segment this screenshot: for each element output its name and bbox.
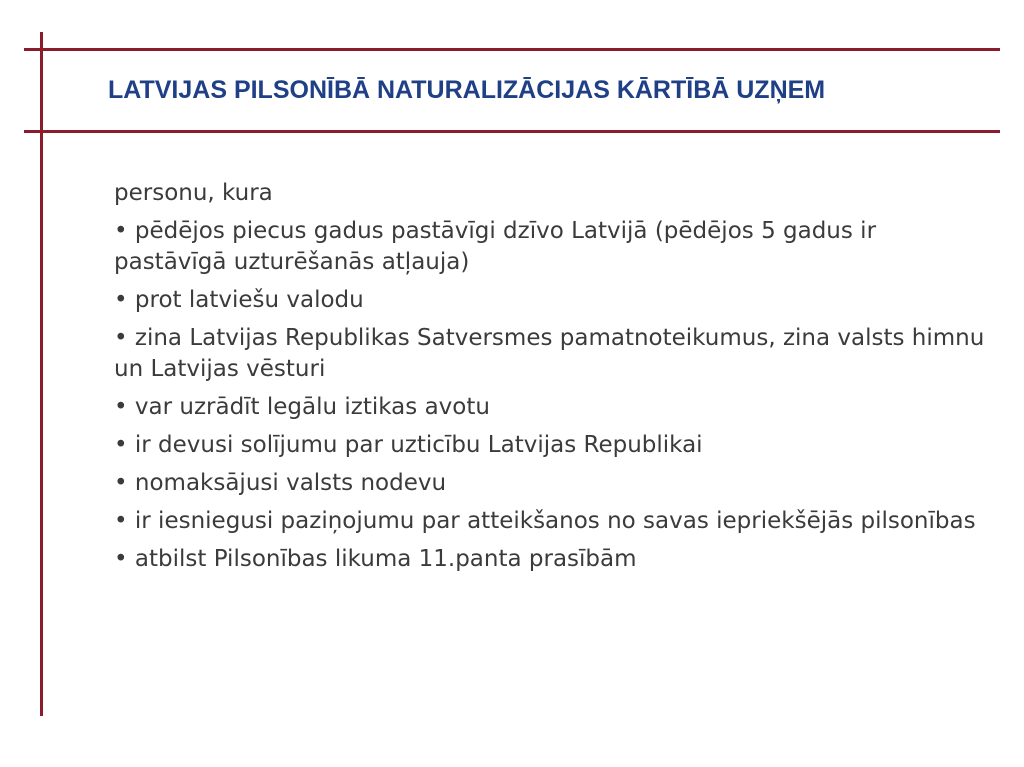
title-underline [24,130,1000,133]
bullet-icon: • [114,508,128,534]
vertical-accent-line [40,32,43,716]
list-item [114,468,994,499]
bullet-icon: • [114,218,128,244]
list-item-text: zina Latvijas Republikas Satversmes pamatnoteikumus, zina valsts himnu un Latvijas vēsturi [114,325,985,382]
list-item-text: prot latviešu valodu [134,287,364,313]
bullet-icon: • [114,432,128,458]
list-item [114,544,994,575]
list-item-text: ir iesniegusi paziņojumu par atteikšanos no savas iepriekšējās pilsonības [134,508,976,534]
list-item [114,285,994,316]
intro-text: personu, kura [114,180,273,206]
bullet-icon: • [114,470,128,496]
list-item [114,430,994,461]
bullet-icon: • [114,394,128,420]
list-item-text: var uzrādīt legālu iztikas avotu [134,394,490,420]
list-item [114,506,994,537]
top-accent-line [24,48,1000,51]
bullet-icon: • [114,287,128,313]
bullet-icon: • [114,325,128,351]
bullet-icon: • [114,546,128,572]
requirements-list [114,216,994,575]
list-item-text: pēdējos piecus gadus pastāvīgi dzīvo Latvijā (pēdējos 5 gadus ir pastāvīgā uzturēšanās atļauja) [114,218,877,275]
list-item [114,392,994,423]
list-item [114,216,994,278]
list-item [114,323,994,385]
list-item-text: atbilst Pilsonības likuma 11.panta prasībām [134,546,637,572]
slide-body [114,178,994,582]
list-item-text: ir devusi solījumu par uzticību Latvijas Republikai [134,432,703,458]
list-item-text: nomaksājusi valsts nodevu [134,470,447,496]
slide-title: LATVIJAS PILSONĪBĀ NATURALIZĀCIJAS KĀRTĪBĀ UZŅEM [108,76,826,104]
